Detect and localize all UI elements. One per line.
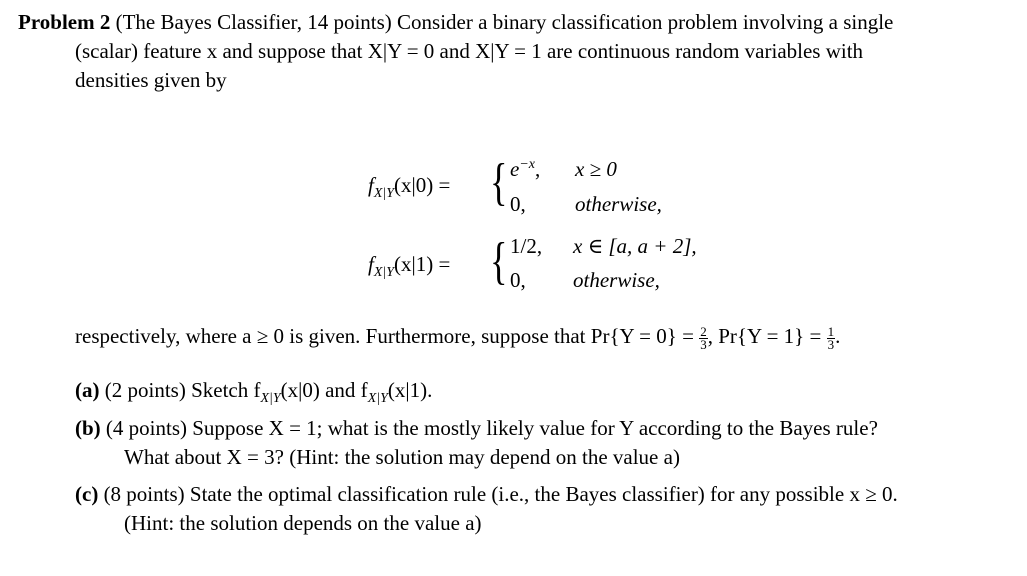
density-f0-case1-cond: x ≥ 0 <box>575 157 617 181</box>
density-f0-case1-value: $e^{-x}$, <box>510 157 541 181</box>
part-a-label: (a) <box>75 378 100 402</box>
density-f0-lhs: $f_{X|Y}(x|0)$ = <box>368 173 451 201</box>
priors-line: respectively, where a ≥ 0 is given. Furthermore, suppose that Pr{Y = 0} = $\frac{2}{3}$ , Pr{Y = 1} = $\frac{1}{3}$ . <box>75 323 841 352</box>
part-b-label: (b) <box>75 416 101 440</box>
part-c-line-1: (c) (8 points) State the optimal classification rule (i.e., the Bayes classifier) for any possible x ≥ 0. <box>75 482 898 506</box>
density-f1-lhs: $f_{X|Y}(x|1)$ = <box>368 252 451 280</box>
part-c-line-2: (Hint: the solution depends on the value a) <box>124 511 482 535</box>
density-f1-case1-value: 1/2, <box>510 234 543 258</box>
intro-line-2: (scalar) feature x and suppose that X|Y = 0 and X|Y = 1 are continuous random variables with <box>75 39 864 63</box>
problem-title: (The Bayes Classifier, 14 points) Consider a binary classification problem involving a single <box>115 10 894 34</box>
density-f1-case2-value: 0, <box>510 268 526 292</box>
part-b-line-1: (b) (4 points) Suppose X = 1; what is the mostly likely value for Y according to the Bayes rule? <box>75 416 878 440</box>
part-c-label: (c) <box>75 482 99 506</box>
density-f0-case2-cond: otherwise, <box>575 192 662 216</box>
density-f0-case2-value: 0, <box>510 192 526 216</box>
intro-line-3: densities given by <box>75 68 227 92</box>
problem-header <box>18 8 893 36</box>
fraction-p1: $\frac{1}{3}$ <box>827 323 835 352</box>
density-f1-case1-cond: x ∈ [a, a + 2], <box>573 234 697 258</box>
part-b-line-2: What about X = 3? (Hint: the solution may depend on the value a) <box>124 445 680 469</box>
density-f1-case2-cond: otherwise, <box>573 268 660 292</box>
part-a: (a) (2 points) Sketch $f_{X|Y}(x|0)$ and $f_{X|Y}(x|1)$. <box>75 378 433 406</box>
brace-f1: { <box>490 233 508 290</box>
brace-f0: { <box>490 154 508 211</box>
fraction-p0: $\frac{2}{3}$ <box>700 323 707 352</box>
problem-label: Problem 2 <box>18 10 111 34</box>
